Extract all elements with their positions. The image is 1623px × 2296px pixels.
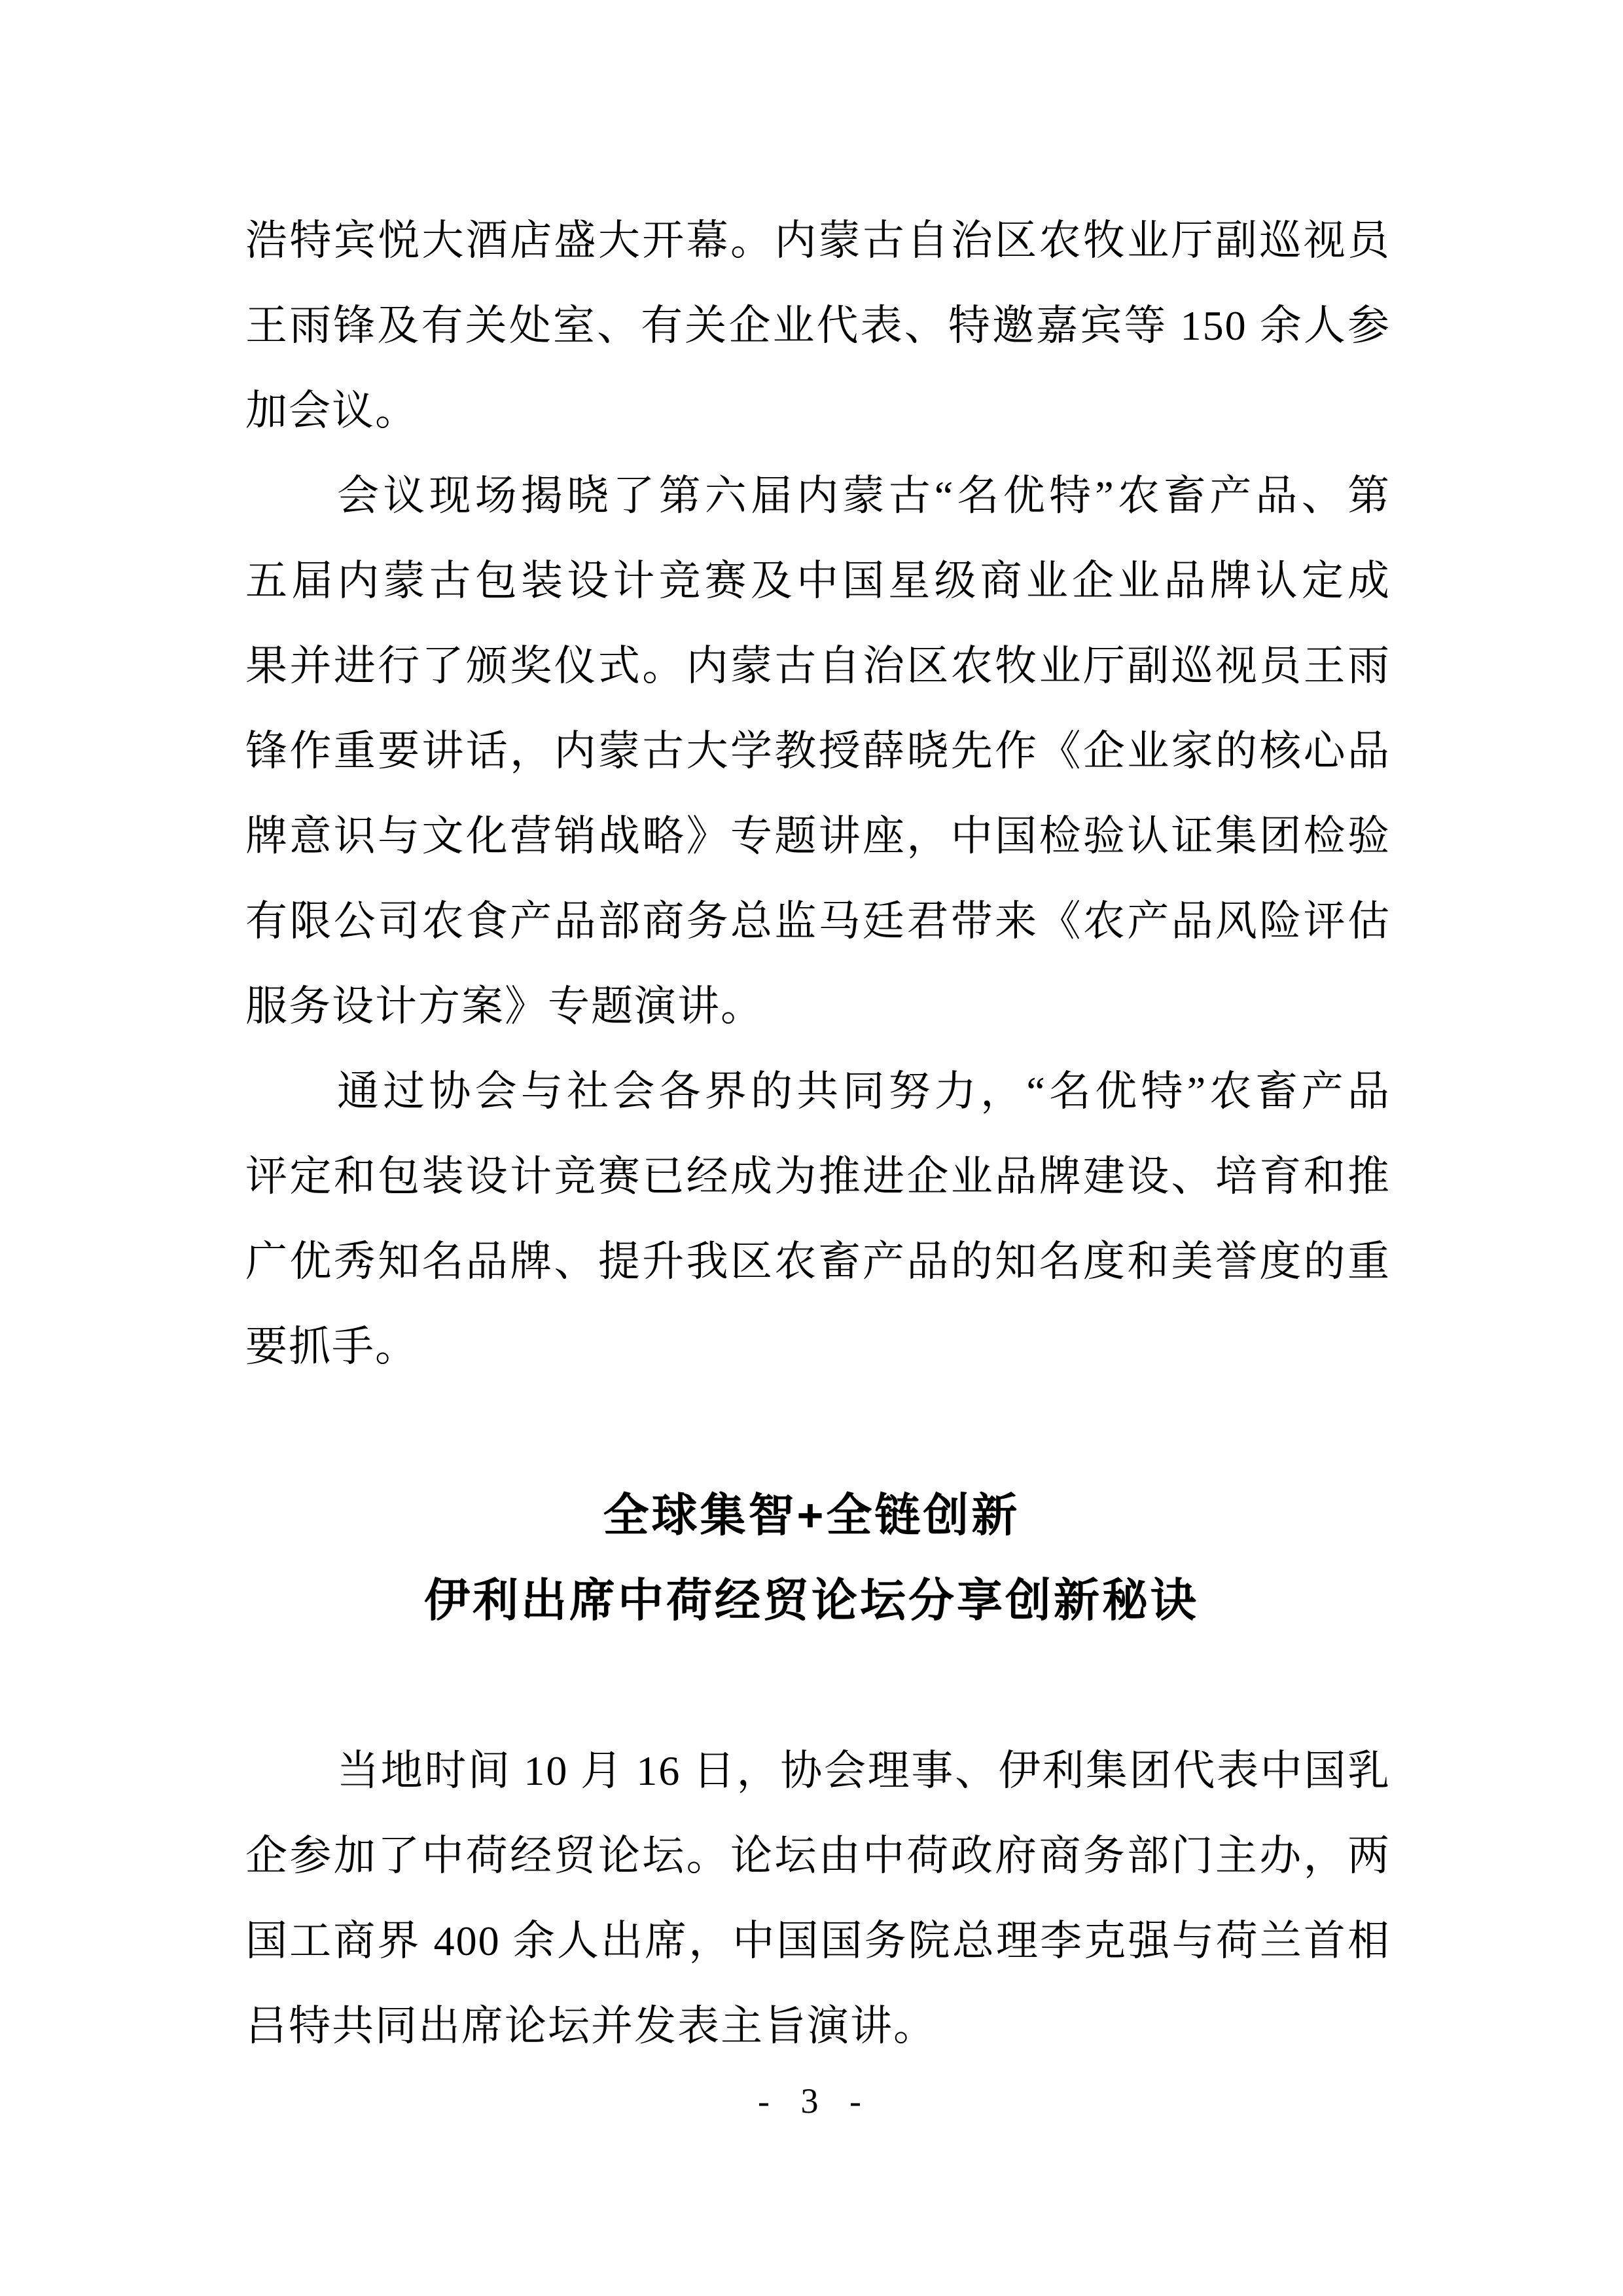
body-text-line: 广优秀知名品牌、提升我区农畜产品的知名度和美誉度的重	[245, 1238, 1391, 1285]
body-text-line: 五届内蒙古包装设计竞赛及中国星级商业企业品牌认定成	[245, 558, 1391, 604]
paragraph-2	[245, 454, 1391, 1049]
body-text-line: 果并进行了颁奖仪式。内蒙古自治区农牧业厅副巡视员王雨	[245, 643, 1391, 689]
body-text-line: 要抓手。	[245, 1323, 418, 1370]
section-headline	[0, 1473, 1623, 1643]
body-text-line: 当地时间 10 月 16 日，协会理事、伊利集团代表中国乳	[337, 1748, 1391, 1794]
body-text-line: 浩特宾悦大酒店盛大开幕。内蒙古自治区农牧业厅副巡视员	[245, 217, 1391, 264]
body-text-line: 加会议。	[245, 387, 418, 434]
paragraph-1	[245, 198, 1391, 454]
paragraph-4	[245, 1729, 1391, 2069]
body-text-block-1	[245, 198, 1391, 1390]
body-text-line: 会议现场揭晓了第六届内蒙古“名优特”农畜产品、第	[337, 473, 1391, 519]
paragraph-3	[245, 1049, 1391, 1390]
body-text-line: 国工商界 400 余人出席，中国国务院总理李克强与荷兰首相	[245, 1918, 1391, 1964]
body-text-line: 王雨锋及有关处室、有关企业代表、特邀嘉宾等 150 余人参	[245, 302, 1391, 349]
headline-line-2: 伊利出席中荷经贸论坛分享创新秘诀	[424, 1575, 1199, 1626]
body-text-line: 通过协会与社会各界的共同努力，“名优特”农畜产品	[337, 1068, 1391, 1115]
body-text-line: 牌意识与文化营销战略》专题讲座，中国检验认证集团检验	[245, 813, 1391, 859]
headline-line-1: 全球集智+全链创新	[603, 1490, 1020, 1541]
body-text-line: 评定和包装设计竞赛已经成为推进企业品牌建设、培育和推	[245, 1153, 1391, 1200]
body-text-block-2	[245, 1729, 1391, 2069]
body-text-line: 锋作重要讲话，内蒙古大学教授薛晓先作《企业家的核心品	[245, 728, 1391, 774]
body-text-line: 服务设计方案》专题演讲。	[245, 983, 764, 1030]
body-text-line: 企参加了中荷经贸论坛。论坛由中荷政府商务部门主办，两	[245, 1833, 1391, 1879]
body-text-line: 有限公司农食产品部商务总监马廷君带来《农产品风险评估	[245, 898, 1391, 944]
page-number: - 3 -	[758, 2081, 865, 2121]
body-text-line: 吕特共同出席论坛并发表主旨演讲。	[245, 2003, 936, 2049]
